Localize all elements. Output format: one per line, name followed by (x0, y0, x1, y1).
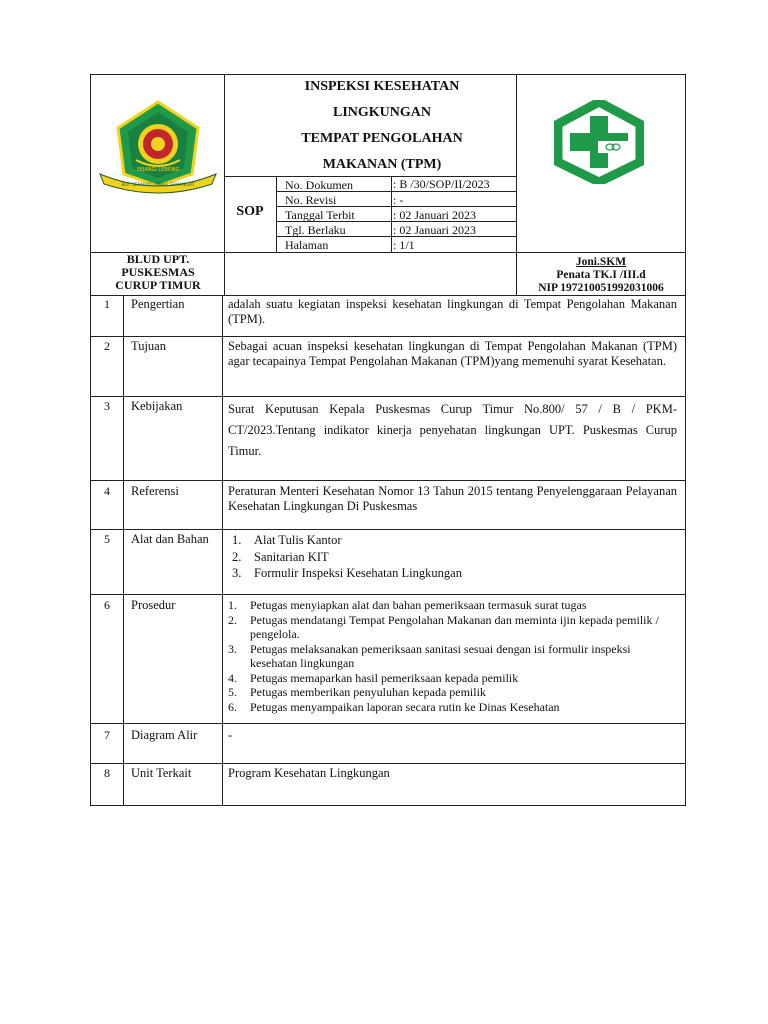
row-text: Program Kesehatan Lingkungan (228, 766, 390, 780)
row-number: 5 (104, 532, 110, 546)
row-text: adalah suatu kegiatan inspeksi kesehatan lingkungan di Tempat Pengolahan Makanan (TPM). (228, 297, 677, 326)
list-item: 4. Petugas memaparkan hasil pemeriksaan kepada pemilik (228, 670, 519, 685)
puskesmas-logo (554, 100, 644, 184)
list-item: 5. Petugas memberikan penyuluhan kepada pemilik (228, 685, 486, 699)
list-item: 1. Alat Tulis Kantor (232, 533, 342, 547)
row-label: Diagram Alir (131, 728, 198, 742)
row-text: - (228, 728, 233, 742)
row-label: Tujuan (131, 339, 166, 353)
row-text: Peraturan Menteri Kesehatan Nomor 13 Tahun 2015 tentang Penyelenggaraan Pelayanan Kesehatan Lingkungan Di Puskesmas (228, 484, 677, 513)
row-number: 1 (104, 297, 110, 311)
organisation-name: BLUD UPT. PUSKESMAS CURUP TIMUR (115, 252, 201, 292)
signer-name: Joni.SKM (575, 256, 627, 268)
row-label: Pengertian (131, 297, 185, 311)
signer-nip: NIP 197210051992031006 (538, 282, 664, 294)
equipment-list (232, 532, 684, 582)
sop-label: SOP (236, 204, 264, 219)
meta-value: : 02 Januari 2023 (393, 208, 476, 222)
procedure-list (228, 598, 680, 714)
meta-value: : - (393, 193, 404, 207)
row-number: 2 (104, 339, 110, 353)
list-item: 2. Petugas mendatangi Tempat Pengolahan Makanan dan meminta ijin kepada pemilik / pengelola. (228, 612, 659, 641)
meta-label: Tanggal Terbit (285, 208, 355, 222)
meta-value: : B /30/SOP/II/2023 (393, 177, 490, 191)
document-title: INSPEKSI KESEHATAN LINGKUNGAN TEMPAT PENGOLAHAN MAKANAN (TPM) (301, 79, 463, 172)
signer-block (516, 256, 686, 295)
meta-label: Halaman (285, 238, 329, 252)
svg-text:SEJANGI LEBONG: SEJANGI LEBONG (136, 167, 180, 173)
regency-logo (96, 98, 220, 194)
meta-label: Tgl. Berlaku (285, 223, 346, 237)
row-number: 8 (104, 766, 110, 780)
row-label: Alat dan Bahan (131, 532, 209, 546)
row-label: Referensi (131, 484, 179, 498)
row-number: 3 (104, 399, 110, 413)
meta-value: : 1/1 (393, 238, 415, 252)
row-label: Kebijakan (131, 399, 183, 413)
svg-text:BOY SEPAKAT LEMAS SEMANGAT: BOY SEPAKAT LEMAS SEMANGAT (121, 183, 195, 188)
list-item: 6. Petugas menyampaikan laporan secara rutin ke Dinas Kesehatan (228, 699, 560, 714)
list-item: 3. Petugas melaksanakan pemeriksaan sanitasi sesuai dengan isi formulir inspeksi kesehatan lingkungan (228, 641, 631, 670)
meta-value: : 02 Januari 2023 (393, 223, 476, 237)
row-text: Sebagai acuan inspeksi kesehatan lingkungan di Tempat Pengolahan Makanan (TPM) agar tecapainya Tempat Pengolahan Makanan (TPM)yang memenuhi syarat Kesehatan. (228, 339, 677, 368)
meta-label: No. Revisi (285, 193, 337, 207)
row-label: Unit Terkait (131, 766, 192, 780)
list-item: 1. Petugas menyiapkan alat dan bahan pemeriksaan termasuk surat tugas (228, 598, 587, 612)
list-item: 2. Sanitarian KIT (232, 549, 329, 564)
list-item: 3. Formulir Inspeksi Kesehatan Lingkungan (232, 566, 462, 580)
signer-rank: Penata TK.I /III.d (556, 269, 646, 281)
row-number: 7 (104, 728, 110, 742)
row-number: 6 (104, 598, 110, 612)
meta-label: No. Dokumen (285, 178, 353, 192)
row-text: Surat Keputusan Kepala Puskesmas Curup Timur No.800/ 57 / B / PKM-CT/2023.Tentang indikator kinerja penyehatan lingkungan UPT. Puskesmas Curup Timur. (228, 402, 677, 458)
row-label: Prosedur (131, 598, 176, 612)
row-number: 4 (104, 484, 110, 498)
